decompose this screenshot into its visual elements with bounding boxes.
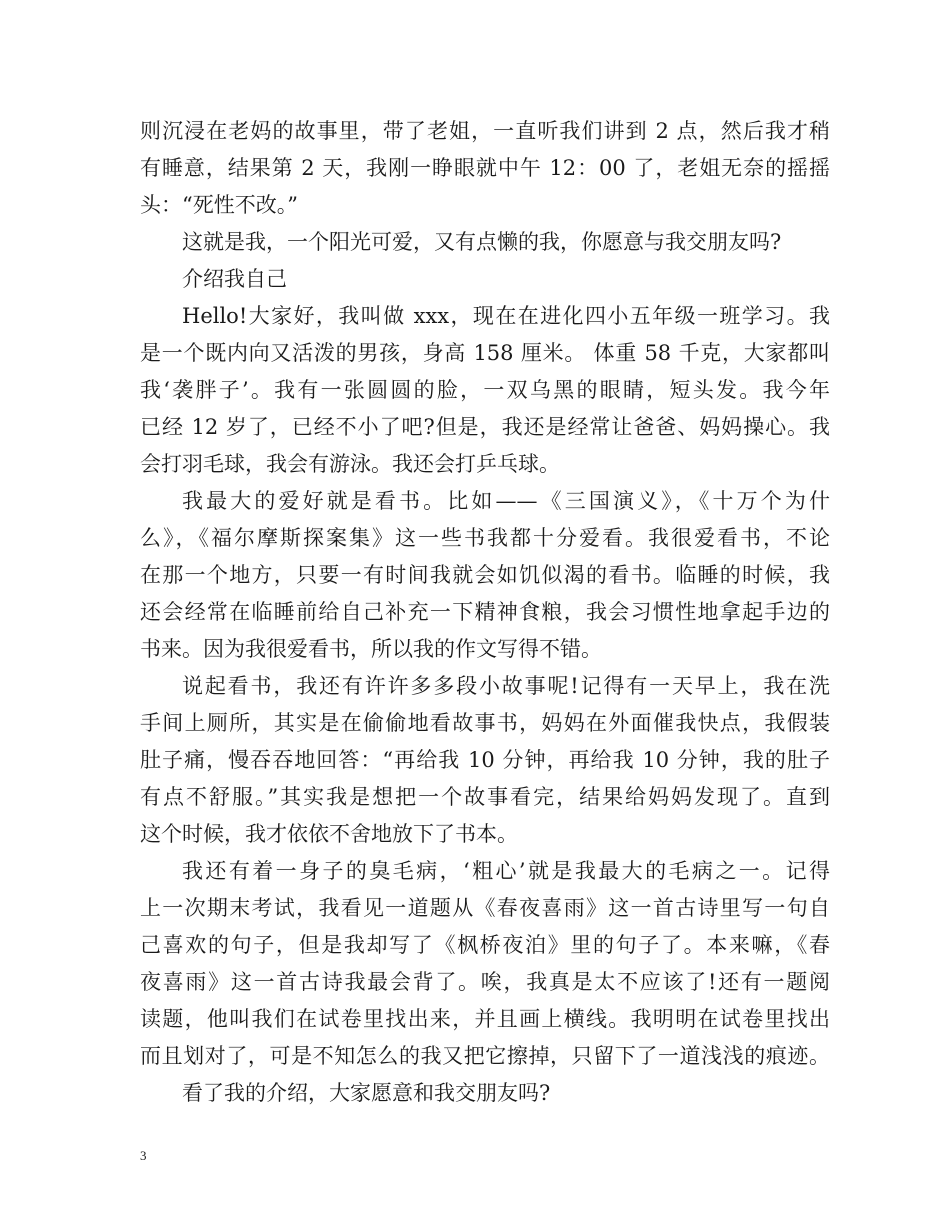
text-line: 看了我的介绍，大家愿意和我交朋友吗? [182, 1081, 551, 1105]
text-line: 我最大的爱好就是看书。比如——《三国演义》，《十万个为什 [182, 489, 830, 513]
text-line: 夜喜雨》这一首古诗我最会背了。唉，我真是太不应该了!还有一题阅 [140, 970, 830, 994]
text-line: 这就是我，一个阳光可爱，又有点懒的我，你愿意与我交朋友吗? [182, 230, 782, 254]
text-line: 书来。因为我很爱看书，所以我的作文写得不错。 [140, 637, 602, 661]
text-line: 有点不舒服。”其实我是想把一个故事看完，结果给妈妈发现了。直到 [140, 785, 830, 809]
text-line: 是一个既内向又活泼的男孩，身高 158 厘米。 体重 58 千克，大家都叫 [140, 341, 830, 365]
text-line: 读题，他叫我们在试卷里找出来，并且画上横线。我明明在试卷里找出 [140, 1007, 830, 1031]
text-line: 我‘袭胖子’。我有一张圆圆的脸，一双乌黑的眼睛，短头发。我今年 [140, 378, 830, 402]
text-line: 己喜欢的句子，但是我却写了《枫桥夜泊》里的句子了。本来嘛，《春 [140, 933, 830, 957]
text-line: Hello!大家好，我叫做 xxx，现在在进化四小五年级一班学习。我 [182, 304, 830, 328]
text-line: 头：“死性不改。” [140, 193, 298, 217]
text-line: 则沉浸在老妈的故事里，带了老姐，一直听我们讲到 2 点，然后我才稍 [140, 119, 830, 143]
text-line: 会打羽毛球，我会有游泳。我还会打乒乓球。 [140, 452, 560, 476]
text-line: 有睡意，结果第 2 天，我刚一睁眼就中午 12：00 了，老姐无奈的摇摇 [140, 156, 830, 180]
text-line: 么》，《福尔摩斯探案集》这一些书我都十分爱看。我很爱看书，不论 [140, 526, 830, 550]
text-line: 肚子痛，慢吞吞地回答：“再给我 10 分钟，再给我 10 分钟，我的肚子 [140, 748, 830, 772]
text-line: 介绍我自己 [182, 267, 287, 291]
text-line: 还会经常在临睡前给自己补充一下精神食粮，我会习惯性地拿起手边的 [140, 600, 830, 624]
body-text [140, 113, 830, 1112]
text-line: 而且划对了，可是不知怎么的我又把它擦掉，只留下了一道浅浅的痕迹。 [140, 1044, 830, 1068]
text-line: 我还有着一身子的臭毛病，‘粗心’就是我最大的毛病之一。记得 [182, 859, 830, 883]
text-line: 已经 12 岁了，已经不小了吧?但是，我还是经常让爸爸、妈妈操心。我 [140, 415, 830, 439]
text-line: 在那一个地方，只要一有时间我就会如饥似渴的看书。临睡的时候，我 [140, 563, 830, 587]
text-line: 手间上厕所，其实是在偷偷地看故事书，妈妈在外面催我快点，我假装 [140, 711, 830, 735]
text-line: 这个时候，我才依依不舍地放下了书本。 [140, 822, 518, 846]
text-line: 说起看书，我还有许许多多段小故事呢!记得有一天早上，我在洗 [182, 674, 830, 698]
page-number: 3 [140, 1148, 147, 1163]
text-line: 上一次期末考试，我看见一道题从《春夜喜雨》这一首古诗里写一句自 [140, 896, 830, 920]
